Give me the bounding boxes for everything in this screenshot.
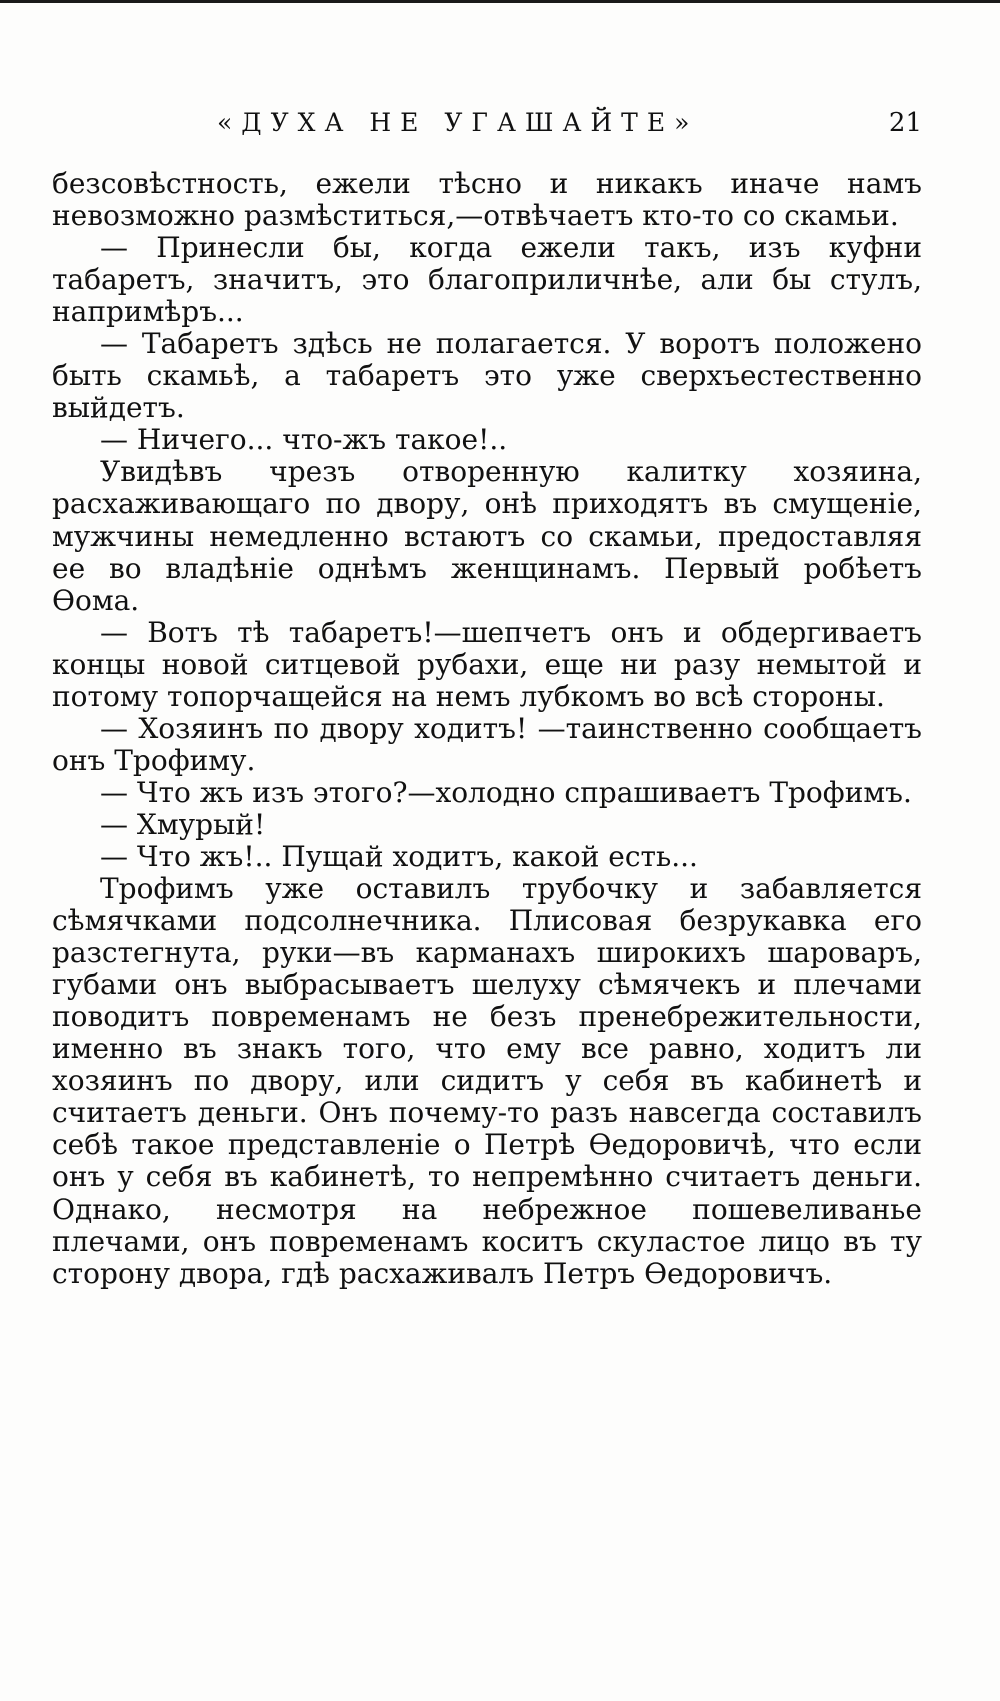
paragraph: — Табаретъ здѣсь не полагается. У воротъ положено быть скамьѣ, а табаретъ это уже сверхъестественно выйдетъ. bbox=[52, 327, 922, 425]
paragraph: — Принесли бы, когда ежели такъ, изъ куфни табаретъ, значитъ, это благоприличнѣе, али бы стулъ, напримѣръ... bbox=[52, 231, 922, 329]
paragraph: — Что жъ!.. Пущай ходитъ, какой есть... bbox=[100, 839, 698, 873]
paragraph: — Вотъ тѣ табаретъ!—шепчетъ онъ и обдергиваетъ концы новой ситцевой рубахи, еще ни разу немытой и потому топорчащейся на немъ лубкомъ во всѣ стороны. bbox=[52, 615, 922, 713]
page-number: 21 bbox=[888, 108, 922, 138]
paragraph: — Ничего... что-жъ такое!.. bbox=[100, 423, 508, 457]
paragraph: — Хозяинъ по двору ходитъ! —таинственно сообщаетъ онъ Трофиму. bbox=[52, 711, 922, 777]
paragraph: безсовѣстность, ежели тѣсно и никакъ иначе намъ невозможно размѣститься,—отвѣчаетъ кто-то со скамьи. bbox=[52, 167, 922, 233]
paragraph: — Хмурый! bbox=[100, 807, 266, 841]
paragraph: Трофимъ уже оставилъ трубочку и забавляется сѣмячками подсолнечника. Плисовая безрукавка его разстегнута, руки—въ карманахъ широкихъ шароваръ, губами онъ выбрасываетъ шелуху сѣмячекъ и плечами поводитъ повременамъ не безъ пренебрежительности, именно въ знакъ того, что ему все равно, ходитъ ли хозяинъ по двору, или сидитъ у себя въ кабинетѣ и считаетъ деньги. Онъ почему-то разъ навсегда составилъ себѣ такое представленіе о Петрѣ Ѳедоровичѣ, что если онъ у себя въ кабинетѣ, то непремѣнно считаетъ деньги. Однако, несмотря на небрежное пошевеливанье плечами, онъ повременамъ коситъ скуластое лицо въ ту сторону двора, гдѣ расхаживалъ Петръ Ѳедоровичъ. bbox=[52, 872, 922, 1290]
page-header bbox=[52, 108, 922, 148]
running-title: «ДУХА НЕ УГАШАЙТЕ» bbox=[217, 108, 699, 137]
page-edge-line bbox=[0, 0, 1000, 3]
paragraph: Увидѣвъ чрезъ отворенную калитку хозяина, расхаживающаго по двору, онѣ приходятъ въ смущеніе, мужчины немедленно встаютъ со скамьи, предоставляя ее во владѣніе однѣмъ женщинамъ. Первый робѣетъ Ѳома. bbox=[52, 455, 922, 617]
paragraph: — Что жъ изъ этого?—холодно спрашиваетъ Трофимъ. bbox=[100, 775, 912, 809]
body-text bbox=[52, 168, 922, 1290]
